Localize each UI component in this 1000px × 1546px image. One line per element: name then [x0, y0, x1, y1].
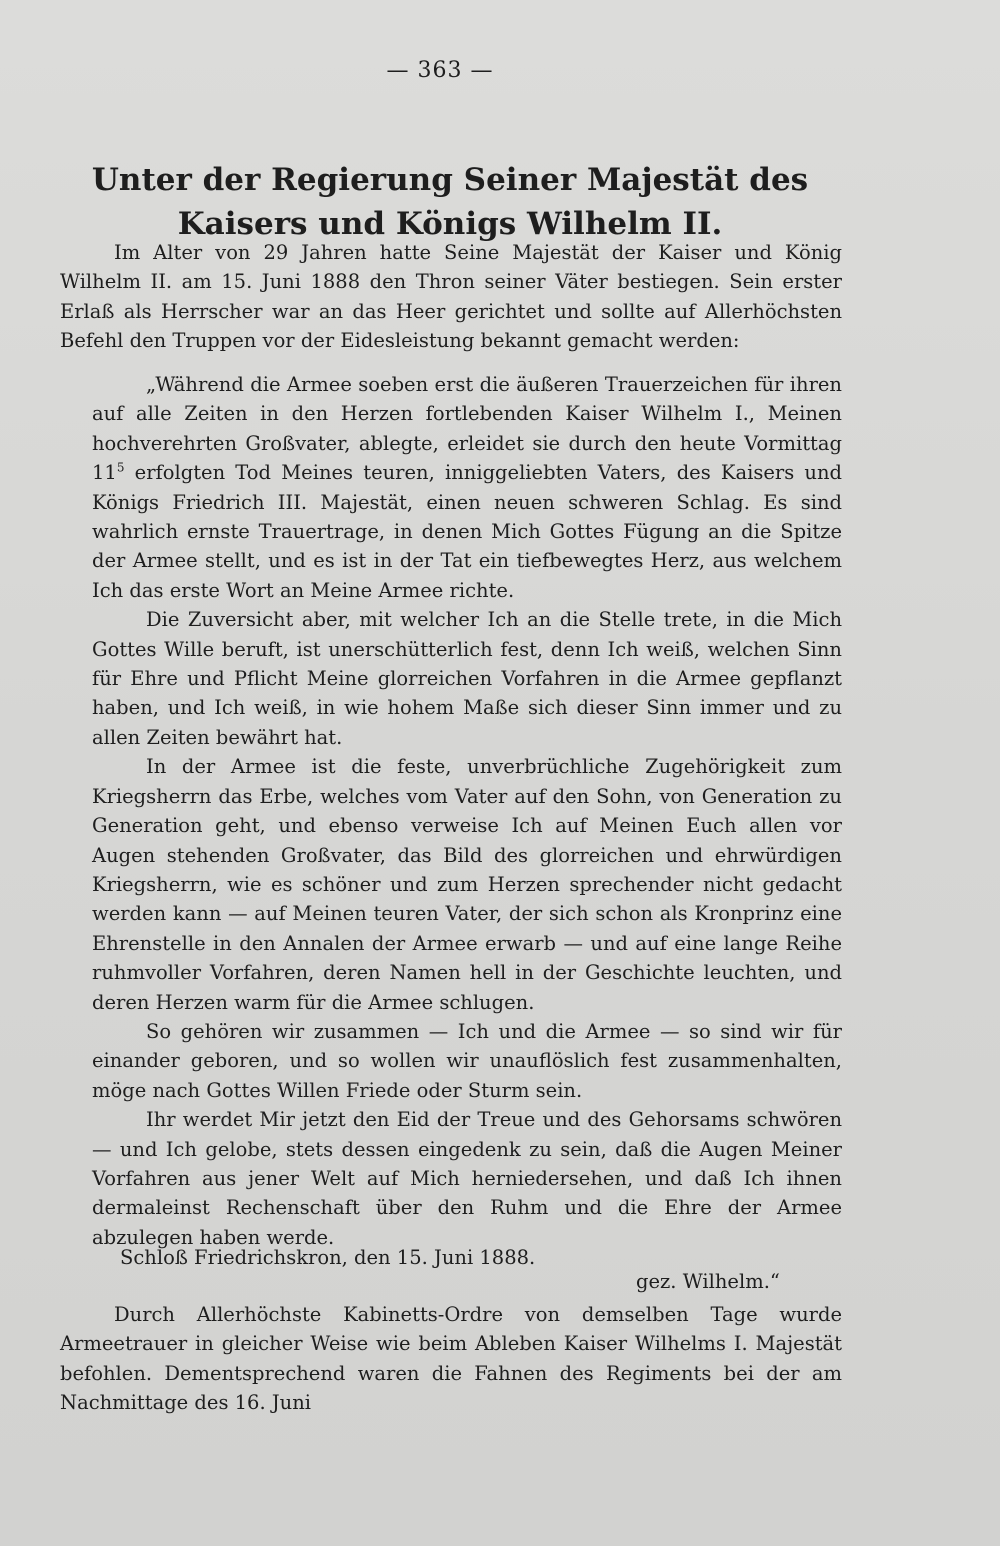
page-number: — 363 — — [386, 58, 494, 83]
closing-block — [60, 1300, 842, 1418]
place-date: Schloß Friedrichskron, den 15. Juni 1888. — [120, 1246, 536, 1269]
chapter-heading — [60, 158, 840, 246]
heading-line-1: Unter der Regierung Seiner Majestät des — [91, 162, 809, 198]
signature: gez. Wilhelm.“ — [636, 1270, 780, 1293]
closing-paragraph: Durch Allerhöchste Kabinetts-Ordre von demselben Tage wurde Armeetrauer in gleicher Weise wie beim Ableben Kaiser Wilhelms I. Majestät befohlen. Dementsprechend waren die Fahnen des Regiments bei der am Nachmittage des 16. Juni — [60, 1303, 842, 1415]
quote-p1-text-a: „Während die Armee soeben erst die äußeren Trauerzeichen für ihren auf alle Zeiten in den Herzen fortlebenden Kaiser Wilhelm I., Meinen hochverehrten Großvater, ablegte, erleidet sie durch den heute Vormittag 11 — [92, 373, 842, 485]
quote-paragraph-5: Ihr werdet Mir jetzt den Eid der Treue und des Gehorsams schwören — und Ich gelobe, stets dessen eingedenk zu sein, daß die Augen Meiner Vorfahren aus jener Welt auf Mich herniedersehen, und daß Ich ihnen dermaleinst Rechenschaft über den Ruhm und die Ehre der Armee abzulegen haben werde. — [92, 1108, 842, 1249]
decree-quote — [92, 370, 842, 1252]
quote-paragraph-2: Die Zuversicht aber, mit welcher Ich an die Stelle trete, in die Mich Gottes Wille beruft, ist unerschütterlich fest, denn Ich weiß, welchen Sinn für Ehre und Pflicht Meine glorreichen Vorfahren in die Armee gepflanzt haben, und Ich weiß, in wie hohem Maße sich dieser Sinn immer und zu allen Zeiten bewährt hat. — [92, 608, 842, 749]
quote-paragraph-1 — [92, 370, 842, 605]
time-superscript: 5 — [116, 460, 125, 475]
quote-paragraph-4: So gehören wir zusammen — Ich und die Armee — so sind wir für einander geboren, und so wollen wir unauflöslich fest zusammenhalten, möge nach Gottes Willen Friede oder Sturm sein. — [92, 1019, 842, 1102]
quote-p1-text-b: erfolgten Tod Meines teuren, inniggeliebten Vaters, des Kaisers und Königs Friedrich III. Majestät, einen neuen schweren Schlag. Es sind wahrlich ernste Trauertrage, in denen Mich Gottes Fügung an die Spitze der Armee stellt, und es ist in der Tat ein tiefbewegtes Herz, aus welchem Ich das erste Wort an Meine Armee richte. — [92, 461, 842, 602]
quote-paragraph-3: In der Armee ist die feste, unverbrüchliche Zugehörigkeit zum Kriegsherrn das Erbe, welches vom Vater auf den Sohn, von Generation zu Generation geht, und ebenso verweise Ich auf Meinen Euch allen vor Augen stehenden Großvater, das Bild des glorreichen und ehrwürdigen Kriegsherrn, wie es schöner und zum Herzen sprechender nicht gedacht werden kann — auf Meinen teuren Vater, der sich schon als Kronprinz eine Ehrenstelle in den Annalen der Armee erwarb — und auf eine lange Reihe ruhmvoller Vorfahren, deren Namen hell in der Geschichte leuchten, und deren Herzen warm für die Armee schlugen. — [92, 755, 842, 1014]
heading-line-2: Kaisers und Königs Wilhelm II. — [177, 206, 723, 242]
intro-block — [60, 238, 842, 356]
intro-paragraph: Im Alter von 29 Jahren hatte Seine Majestät der Kaiser und König Wilhelm II. am 15. Juni 1888 den Thron seiner Väter bestiegen. Sein erster Erlaß als Herrscher war an das Heer gerichtet und sollte auf Allerhöchsten Befehl den Truppen vor der Eidesleistung bekannt gemacht werden: — [60, 241, 842, 353]
